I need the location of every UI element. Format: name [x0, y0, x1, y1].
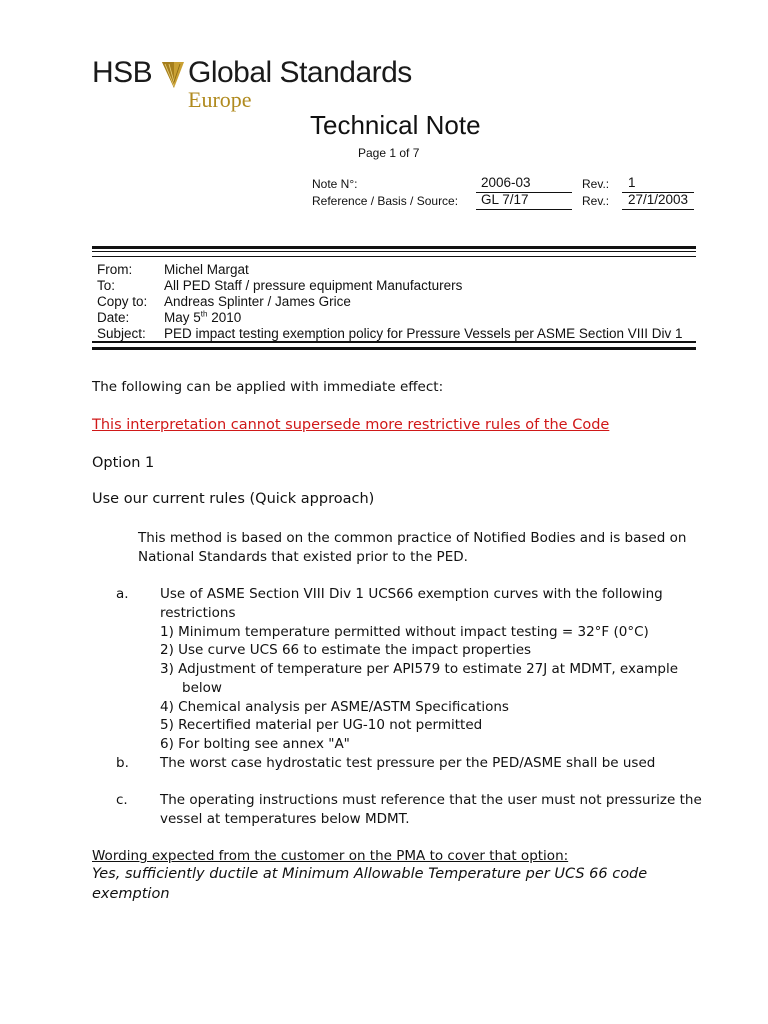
- company-logo: [92, 56, 412, 116]
- item-c-line-1: The operating instructions must reference that the user must not pressurize the: [160, 792, 702, 808]
- memo-subject-value: PED impact testing exemption policy for Pressure Vessels per ASME Section VIII Div 1: [164, 326, 683, 341]
- reference-label: Reference / Basis / Source:: [312, 194, 459, 208]
- sub-item-3-line-2: below: [182, 680, 222, 696]
- sub-item-5: 5) Recertified material per UG-10 not permitted: [160, 717, 483, 733]
- memo-to-value: All PED Staff / pressure equipment Manufacturers: [164, 278, 463, 293]
- memo-copy-value: Andreas Splinter / James Grice: [164, 294, 351, 309]
- revision-value-2: 27/1/2003: [628, 192, 689, 207]
- sub-item-1: 1) Minimum temperature permitted without impact testing = 32°F (0°C): [160, 624, 649, 640]
- memo-subject-row: [97, 326, 682, 342]
- item-a-line-2: restrictions: [160, 605, 236, 621]
- memo-date-row: [97, 310, 241, 326]
- note-number-value: 2006-03: [481, 175, 531, 190]
- item-c-marker: c.: [116, 792, 128, 808]
- quote-line-2: exemption: [92, 886, 170, 902]
- logo-europe-text: Europe: [188, 87, 252, 112]
- logo-mark-icon: [160, 58, 186, 90]
- reference-underline: [476, 209, 572, 210]
- memo-to-row: [97, 278, 462, 294]
- memo-from-value: Michel Margat: [164, 262, 249, 277]
- memo-to-label: To:: [97, 278, 116, 293]
- memo-from-label: From:: [97, 262, 133, 277]
- option-heading: Option 1: [92, 455, 155, 471]
- quote-line-1: Yes, sufficiently ductile at Minimum Allowable Temperature per UCS 66 code: [92, 866, 648, 882]
- revision-label-2: Rev.:: [582, 194, 610, 208]
- method-line-1: This method is based on the common practice of Notified Bodies and is based on: [138, 530, 687, 546]
- item-c-line-2: vessel at temperatures below MDMT.: [160, 811, 410, 827]
- intro-text: The following can be applied with immediate effect:: [92, 379, 444, 395]
- memo-copy-label: Copy to:: [97, 294, 148, 309]
- memo-date-year: 2010: [207, 310, 242, 325]
- memo-date-value: May 5: [164, 310, 201, 325]
- note-number-label: Note N°:: [312, 177, 358, 191]
- sub-item-3-line-1: 3) Adjustment of temperature per API579 to estimate 27J at MDMT, example: [160, 661, 679, 677]
- memo-date-label: Date:: [97, 310, 130, 325]
- document-title: Technical Note: [310, 110, 481, 140]
- sub-item-2: 2) Use curve UCS 66 to estimate the impact properties: [160, 642, 532, 658]
- revision-label-1: Rev.:: [582, 177, 610, 191]
- revision-underline-2: [622, 209, 694, 210]
- item-b-text: The worst case hydrostatic test pressure per the PED/ASME shall be used: [160, 755, 656, 771]
- rules-heading: Use our current rules (Quick approach): [92, 491, 375, 507]
- sub-item-4: 4) Chemical analysis per ASME/ASTM Specifications: [160, 699, 509, 715]
- memo-subject-label: Subject:: [97, 326, 146, 341]
- header-rule-thin-2: [92, 256, 696, 257]
- memo-from-row: [97, 262, 249, 278]
- item-b-marker: b.: [116, 755, 129, 771]
- memo-date-suffix: th: [200, 309, 208, 319]
- method-line-2: National Standards that existed prior to the PED.: [138, 549, 468, 565]
- memo-rule-thin: [92, 341, 696, 343]
- header-rule-thick: [92, 246, 696, 249]
- reference-value: GL 7/17: [481, 192, 529, 207]
- warning-text: This interpretation cannot supersede more restrictive rules of the Code: [92, 417, 610, 433]
- page-number: Page 1 of 7: [358, 146, 420, 160]
- memo-copy-row: [97, 294, 351, 310]
- revision-value-1: 1: [628, 175, 636, 190]
- memo-rule-thick: [92, 347, 696, 350]
- logo-global-standards-text: Global Standards: [188, 56, 412, 89]
- item-a-marker: a.: [116, 586, 129, 602]
- logo-hsb-text: HSB: [92, 56, 153, 89]
- header-rule-thin-1: [92, 251, 696, 252]
- sub-item-6: 6) For bolting see annex "A": [160, 736, 350, 752]
- wording-heading: Wording expected from the customer on the PMA to cover that option:: [92, 848, 569, 864]
- item-a-line-1: Use of ASME Section VIII Div 1 UCS66 exemption curves with the following: [160, 586, 663, 602]
